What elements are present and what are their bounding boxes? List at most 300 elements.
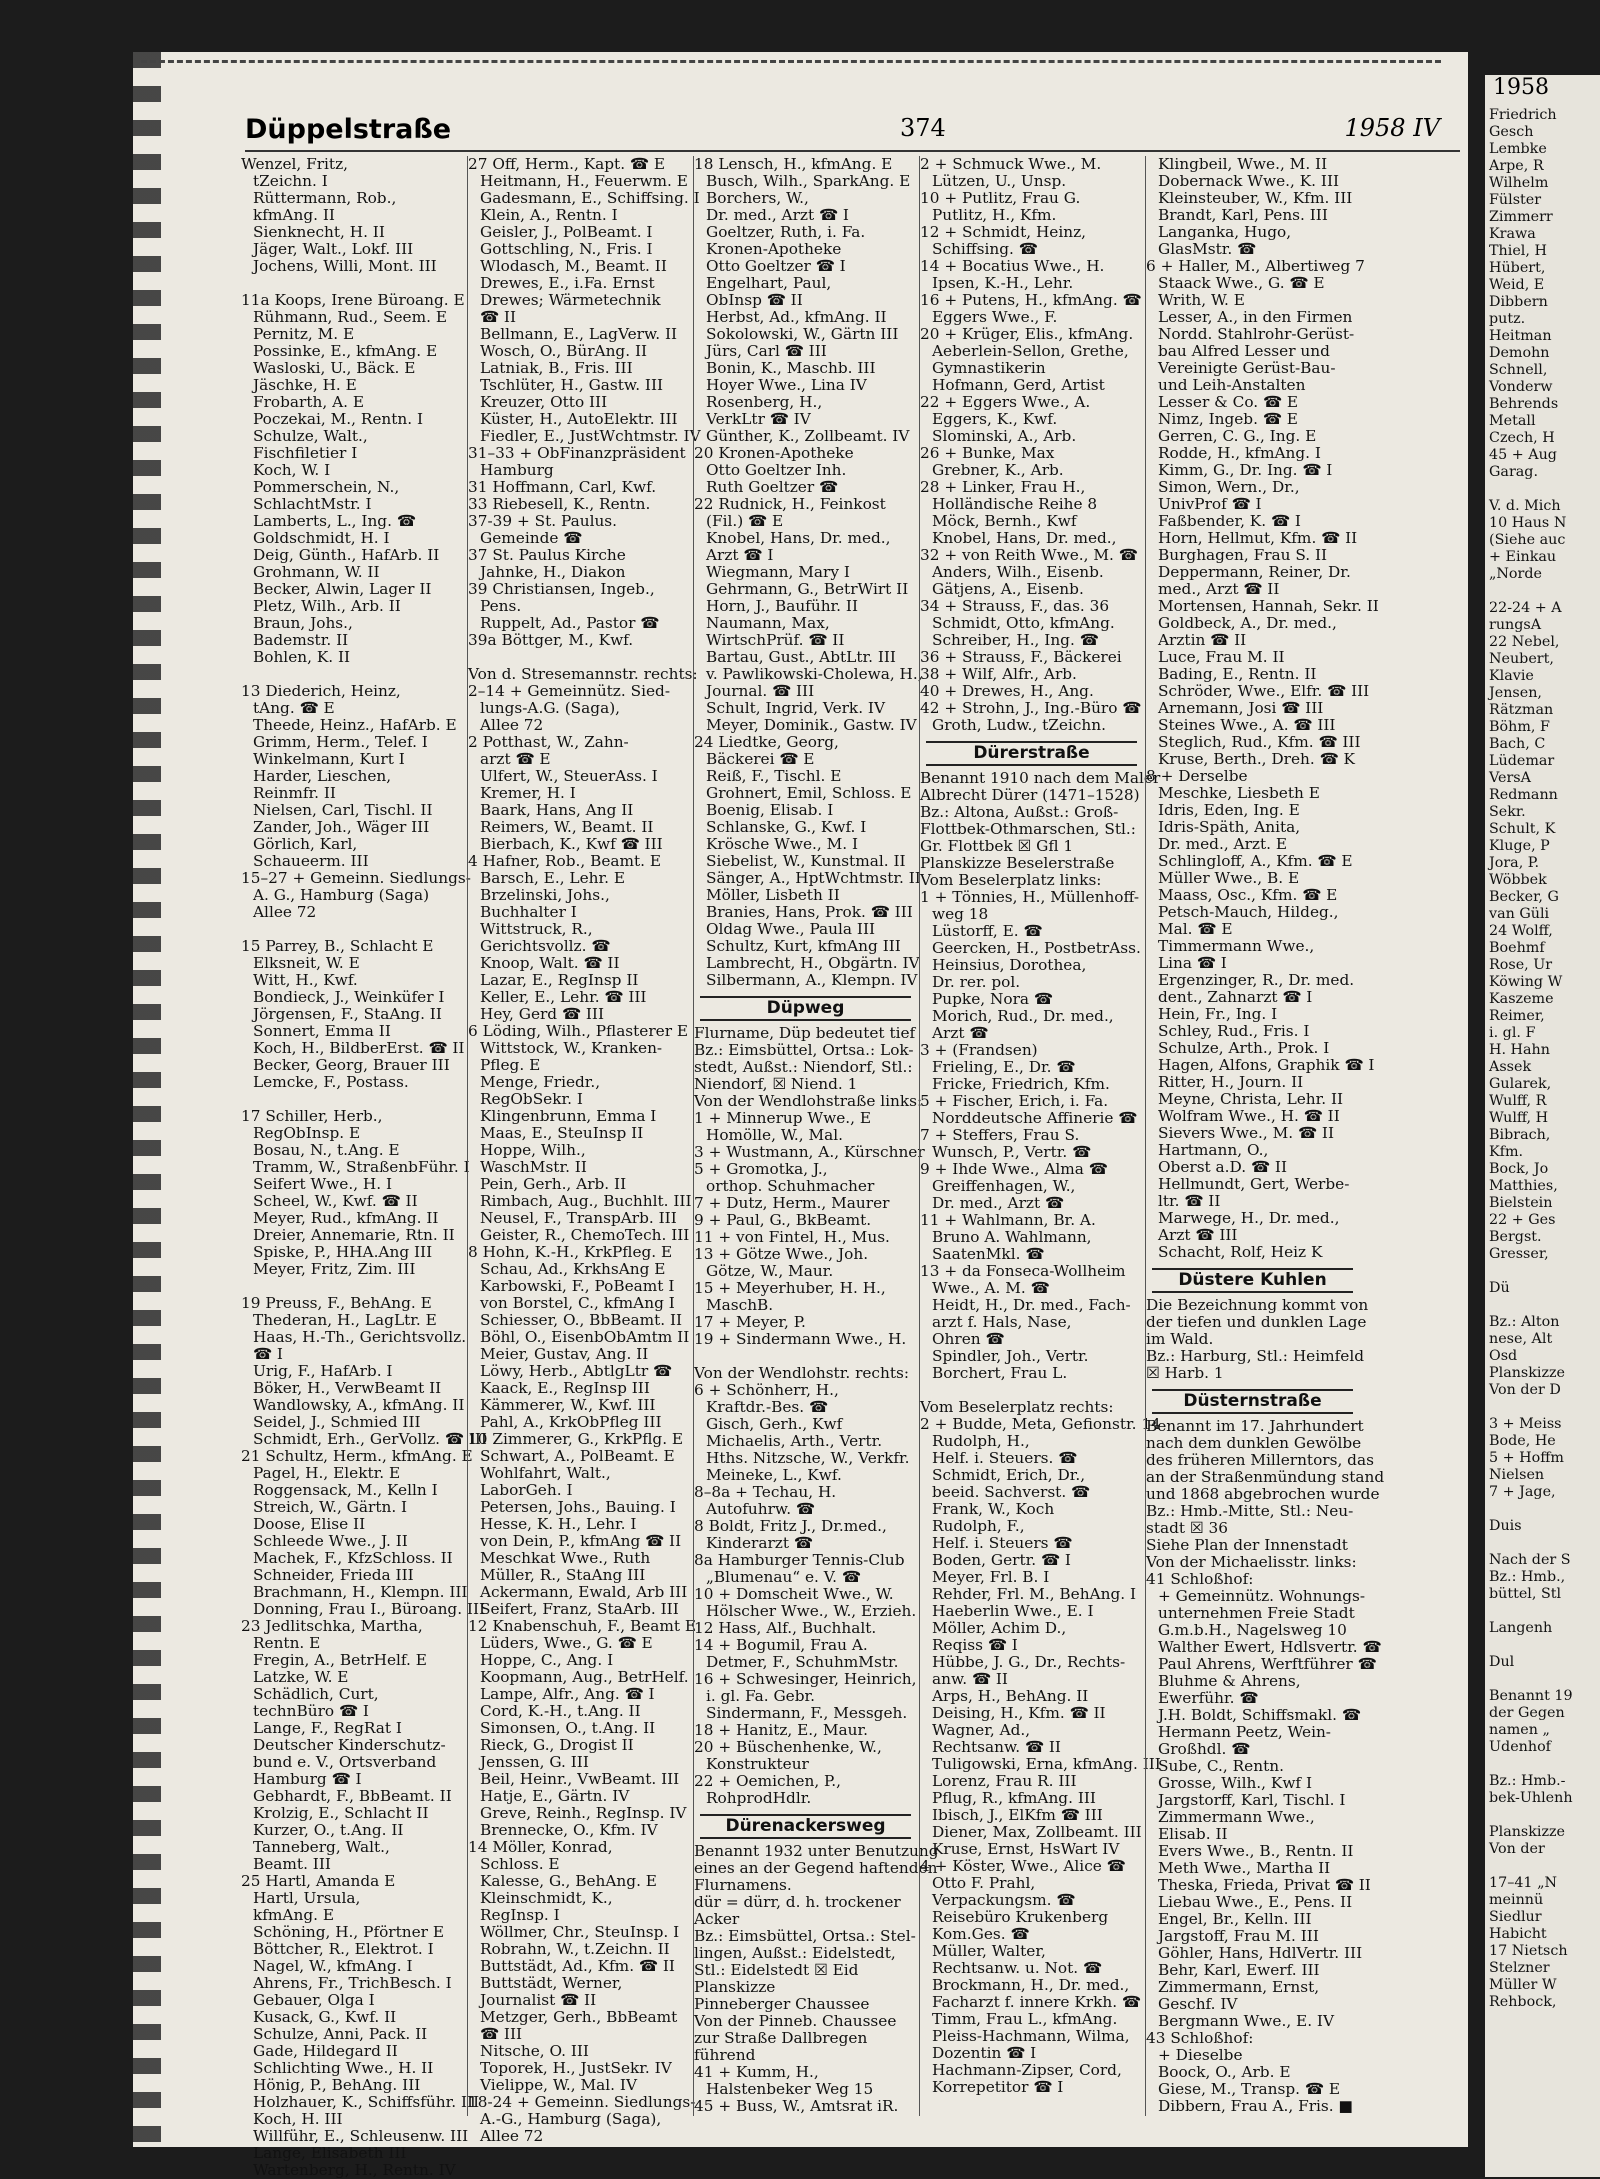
spacer (241, 1091, 464, 1108)
directory-entry: Siebelist, W., Kunstmal. II (706, 852, 906, 870)
directory-entry: Slominski, A., Arb. (932, 427, 1077, 445)
directory-entry: Göhler, Hans, HdlVertr. III (1158, 1944, 1363, 1962)
directory-entry: Meyer, Rud., kfmAng. II (253, 1209, 439, 1227)
directory-entry: WaschMstr. II (480, 1158, 587, 1176)
directory-entry: Meyer, Dominik., Gastw. IV (706, 716, 917, 734)
directory-entry: an der Straßenmündung stand (1146, 1468, 1385, 1486)
directory-entry: Fischfiletier I (253, 444, 358, 462)
next-page-entry: Stelzner (1489, 1960, 1550, 1976)
directory-entry: Dr. med., Arzt ☎ I (706, 206, 849, 224)
directory-entry: Becker, Georg, Brauer III (253, 1056, 450, 1074)
directory-entry: G.m.b.H., Nagelsweg 10 (1158, 1621, 1347, 1639)
directory-entry: Wasloski, U., Bäck. E (253, 359, 416, 377)
directory-entry: der tiefen und dunklen Lage (1146, 1313, 1367, 1331)
directory-entry: 19 Preuss, F., BehAng. E (241, 1294, 432, 1312)
directory-entry: Gadesmann, E., Schiffsing. I (480, 189, 700, 207)
next-page-entry (1489, 1399, 1573, 1416)
directory-entry: Faßbender, K. ☎ I (1158, 512, 1301, 530)
directory-entry: Zimmermann, Ernst, (1158, 1978, 1320, 1996)
directory-entry: Klingenbrunn, Emma I (480, 1107, 657, 1125)
next-page-entry: 10 Haus N (1489, 515, 1567, 531)
next-page-entry: Arpe, R (1489, 158, 1544, 174)
directory-entry: Klingbeil, Wwe., M. II (1158, 155, 1328, 173)
next-page-entry: Siedlur (1489, 1909, 1542, 1925)
directory-entry: Wwe., A. M. ☎ (932, 1279, 1050, 1297)
directory-entry: Koopmann, Aug., BetrHelf. (480, 1668, 689, 1686)
directory-entry: Reimers, W., Beamt. II (480, 818, 654, 836)
directory-entry: Wolfram Wwe., H. ☎ II (1158, 1107, 1340, 1125)
next-page-entry: „Norde (1489, 566, 1542, 582)
directory-entry: Bosau, N., t.Ang. E (253, 1141, 400, 1159)
directory-entry: stadt ☒ 36 (1146, 1519, 1228, 1537)
directory-entry: Eggers, K., Kwf. (932, 410, 1058, 428)
street-heading: Düpweg (700, 996, 911, 1021)
directory-entry: Evers Wwe., B., Rentn. II (1158, 1842, 1354, 1860)
directory-entry: Niendorf, ☒ Niend. 1 (694, 1075, 858, 1093)
directory-entry: Buchhalter I (480, 903, 577, 921)
directory-entry: Gr. Flottbek ☒ Gfl 1 (920, 837, 1074, 855)
directory-entry: Pein, Gerh., Arb. II (480, 1175, 627, 1193)
spacer (241, 1278, 464, 1295)
directory-entry: Frank, W., Koch (932, 1500, 1055, 1518)
directory-entry: ☎ III (480, 2025, 523, 2043)
directory-entry: Groth, Ludw., tZeichn. (932, 716, 1106, 734)
directory-entry: führend (694, 2046, 756, 2064)
directory-entry: Pernitz, M. E (253, 325, 355, 343)
directory-entry: Kimm, G., Dr. Ing. ☎ I (1158, 461, 1333, 479)
directory-entry: Menge, Friedr., (480, 1073, 601, 1091)
directory-entry: 4 + Köster, Wwe., Alice ☎ (920, 1857, 1126, 1875)
directory-entry: Timm, Frau L., kfmAng. (932, 2010, 1118, 2028)
directory-entry: Geister, R., ChemoTech. III (480, 1226, 690, 1244)
directory-entry: Bruno A. Wahlmann, (932, 1228, 1092, 1246)
directory-entry: Ipsen, K.-H., Lehr. (932, 274, 1074, 292)
directory-entry: Langanka, Hugo, (1158, 223, 1292, 241)
directory-entry: 8 Hohn, K.-H., KrkPfleg. E (468, 1243, 673, 1261)
directory-entry: Arps, H., BehAng. II (932, 1687, 1089, 1705)
directory-entry: Karbowski, F., PoBeamt I (480, 1277, 675, 1295)
directory-entry: Sokolowski, W., Gärtn III (706, 325, 899, 343)
directory-entry: Krolzig, E., Schlacht II (253, 1804, 429, 1822)
directory-entry: Kinderarzt ☎ (706, 1534, 813, 1552)
directory-entry: Steglich, Rud., Kfm. ☎ III (1158, 733, 1361, 751)
next-page-entry: Planskizze (1489, 1365, 1566, 1381)
next-page-entry: Kluge, P (1489, 838, 1550, 854)
column-1 (241, 155, 487, 2179)
directory-entry: 22 Rudnick, H., Feinkost (694, 495, 886, 513)
directory-entry: technBüro ☎ I (253, 1702, 369, 1720)
directory-entry: Helf. i. Steuers. ☎ (932, 1449, 1078, 1467)
directory-entry: Wartenberg, H., Rentn. IV (253, 2161, 456, 2179)
directory-entry: Koch, H., BildberErst. ☎ II (253, 1039, 465, 1057)
directory-entry: Rentn. E (253, 1634, 321, 1652)
directory-entry: Flurname, Düp bedeutet tief (694, 1024, 916, 1042)
directory-entry: Michaelis, Arth., Vertr. (706, 1432, 883, 1450)
next-page-entry: Kfm. (1489, 1144, 1524, 1160)
directory-entry: Knobel, Hans, Dr. med., (706, 529, 891, 547)
directory-entry: Hatje, E., Gärtn. IV (480, 1787, 630, 1805)
directory-entry: Hartmann, O., (1158, 1141, 1269, 1159)
directory-entry: Bademstr. II (253, 631, 349, 649)
directory-entry: Gemeinde ☎ (480, 529, 583, 547)
column-2 (467, 155, 701, 2145)
next-page-entry (1489, 1756, 1573, 1773)
directory-entry: Ergenzinger, R., Dr. med. (1158, 971, 1355, 989)
directory-entry: 2 Potthast, W., Zahn- (468, 733, 629, 751)
directory-entry: Metzger, Gerh., BbBeamt (480, 2008, 678, 2026)
directory-entry: 5 + Fischer, Erich, i. Fa. (920, 1092, 1109, 1110)
directory-entry: 20 Kronen-Apotheke (694, 444, 854, 462)
directory-entry: Jäschke, H. E (253, 376, 357, 394)
directory-entry: Giese, M., Transp. ☎ E (1158, 2080, 1340, 2098)
directory-entry: Nordd. Stahlrohr-Gerüst- (1158, 325, 1355, 343)
directory-entry: Hartl, Ursula, (253, 1889, 361, 1907)
directory-entry: Homölle, W., Mal. (706, 1126, 843, 1144)
next-page-entry: Dü (1489, 1280, 1510, 1296)
directory-entry: 14 Möller, Konrad, (468, 1838, 613, 1856)
directory-entry: Rüttermann, Rob., (253, 189, 397, 207)
directory-entry: Heidt, H., Dr. med., Fach- (932, 1296, 1131, 1314)
directory-entry: Frieling, E., Dr. ☎ (932, 1058, 1076, 1076)
directory-entry: Lambrecht, H., Obgärtn. IV (706, 954, 920, 972)
next-page-entry (1489, 1858, 1573, 1875)
directory-entry: Meier, Gustav, Ang. II (480, 1345, 649, 1363)
directory-entry: Boock, O., Arb. E (1158, 2063, 1291, 2081)
directory-entry: 15 + Meyerhuber, H. H., (694, 1279, 886, 1297)
directory-entry: Beamt. III (253, 1855, 331, 1873)
directory-entry: Lüders, Wwe., G. ☎ E (480, 1634, 653, 1652)
directory-entry: Liebau Wwe., E., Pens. II (1158, 1893, 1353, 1911)
directory-entry: 21 Schultz, Herm., kfmAng. E (241, 1447, 473, 1465)
directory-entry: Möller, Achim D., (932, 1619, 1067, 1637)
spacer (920, 1382, 1143, 1399)
next-page-entry: Bz.: Hmb.- (1489, 1773, 1566, 1789)
directory-entry: Arzt ☎ III (1158, 1226, 1238, 1244)
directory-entry: Kronen-Apotheke (706, 240, 842, 258)
directory-entry: 14 + Bocatius Wwe., H. (920, 257, 1105, 275)
directory-entry: Detmer, F., SchuhmMstr. (706, 1653, 899, 1671)
next-page-entry (1489, 1671, 1573, 1688)
next-page-entry: (Siehe auc (1489, 532, 1566, 548)
directory-entry: Lesser & Co. ☎ E (1158, 393, 1299, 411)
directory-entry: Rudolph, H., (932, 1432, 1030, 1450)
directory-entry: Haeberlin Wwe., E. I (932, 1602, 1094, 1620)
directory-entry: Ewerführ. ☎ (1158, 1689, 1259, 1707)
directory-entry: Schloss. E (480, 1855, 560, 1873)
directory-entry: Anders, Wilh., Eisenb. (932, 563, 1104, 581)
next-page-entry: nese, Alt (1489, 1331, 1553, 1347)
directory-entry: dür = dürr, d. h. trockener (694, 1893, 901, 1911)
directory-entry: 9 + Paul, G., BkBeamt. (694, 1211, 872, 1229)
next-page-entry: Bach, C (1489, 736, 1546, 752)
directory-entry: Bondieck, J., Weinküfer I (253, 988, 445, 1006)
directory-entry: Schultz, Kurt, kfmAng III (706, 937, 901, 955)
directory-entry: Hamburg ☎ I (253, 1770, 362, 1788)
directory-entry: Planskizze (694, 1978, 776, 1996)
directory-entry: 19 + Sindermann Wwe., H. (694, 1330, 907, 1348)
directory-entry: Flurnamens. (694, 1876, 792, 1894)
directory-entry: unternehmen Freie Stadt (1158, 1604, 1355, 1622)
directory-entry: Geschf. IV (1158, 1995, 1238, 2013)
next-page-entry: Garag. (1489, 464, 1538, 480)
directory-entry: 10 + Domscheit Wwe., W. (694, 1585, 894, 1603)
directory-entry: Mal. ☎ E (1158, 920, 1233, 938)
directory-entry: Rodde, H., kfmAng. I (1158, 444, 1321, 462)
directory-entry: 39 Christiansen, Ingeb., (468, 580, 655, 598)
directory-entry: Frobarth, A. E (253, 393, 365, 411)
directory-entry: Oldag Wwe., Paula III (706, 920, 876, 938)
directory-entry: Nitsche, O. III (480, 2042, 589, 2060)
directory-entry: Müller Wwe., B. E (1158, 869, 1300, 887)
next-page-entry: Böhm, F (1489, 719, 1550, 735)
directory-entry: Grebner, K., Arb. (932, 461, 1064, 479)
directory-entry: Allee 72 (480, 2127, 544, 2145)
directory-entry: Kruse, Berth., Dreh. ☎ K (1158, 750, 1355, 768)
directory-entry: Pinneberger Chaussee (694, 1995, 870, 2013)
directory-entry: 34 + Strauss, F., das. 36 (920, 597, 1110, 615)
directory-entry: 16 + Putens, H., kfmAng. ☎ (920, 291, 1142, 309)
directory-entry: Writh, W. E (1158, 291, 1245, 309)
directory-entry: Becker, Alwin, Lager II (253, 580, 432, 598)
directory-entry: Engel, Br., Kelln. III (1158, 1910, 1312, 1928)
directory-entry: 22 + Eggers Wwe., A. (920, 393, 1091, 411)
directory-entry: RegObInsp. E (253, 1124, 361, 1142)
directory-entry: tZeichn. I (253, 172, 328, 190)
directory-entry: Wosch, O., BürAng. II (480, 342, 648, 360)
directory-entry: Dreier, Annemarie, Rtn. II (253, 1226, 455, 1244)
directory-entry: Buttstädt, Ad., Kfm. ☎ II (480, 1957, 675, 1975)
directory-entry: 5 + Gromotka, J., (694, 1160, 828, 1178)
directory-entry: Böttcher, R., Elektrot. I (253, 1940, 434, 1958)
directory-entry: Von der Wendlohstr. rechts: (694, 1364, 909, 1382)
next-page-entry (1489, 1603, 1573, 1620)
directory-entry: und Leih-Anstalten (1158, 376, 1306, 394)
directory-entry: Löwy, Herb., AbtlgLtr ☎ (480, 1362, 673, 1380)
next-page-entry: Heitman (1489, 328, 1552, 344)
next-page-entry: V. d. Mich (1489, 498, 1561, 514)
next-page-entry: H. Hahn (1489, 1042, 1550, 1058)
directory-entry: Lesser, A., in den Firmen (1158, 308, 1353, 326)
directory-entry: Machek, F., KfzSchloss. II (253, 1549, 453, 1567)
directory-entry: Arnemann, Josi ☎ III (1158, 699, 1324, 717)
directory-entry: Schiesser, O., BbBeamt. II (480, 1311, 683, 1329)
directory-entry: Bohlen, K. II (253, 648, 351, 666)
directory-entry: Engelhart, Paul, (706, 274, 832, 292)
spacer (694, 1348, 917, 1365)
next-page-entry: Gesch (1489, 124, 1534, 140)
directory-entry: Timmermann Wwe., (1158, 937, 1315, 955)
directory-entry: 40 + Drewes, H., Ang. (920, 682, 1094, 700)
directory-entry: Beil, Heinr., VwBeamt. III (480, 1770, 680, 1788)
directory-entry: Kraftdr.-Bes. ☎ (706, 1398, 829, 1416)
next-page-entry: Planskizze (1489, 1824, 1566, 1840)
directory-entry: Keller, E., Lehr. ☎ III (480, 988, 647, 1006)
directory-entry: Holzhauer, K., Schiffsführ. III (253, 2093, 480, 2111)
directory-entry: Maas, E., SteuInsp II (480, 1124, 644, 1142)
directory-entry: Possinke, E., kfmAng. E (253, 342, 438, 360)
directory-entry: 41 Schloßhof: (1146, 1570, 1254, 1588)
directory-entry: Pfleg. E (480, 1056, 541, 1074)
directory-entry: Verpackungsm. ☎ (932, 1891, 1076, 1909)
directory-entry: Otto F. Prahl, (932, 1874, 1036, 1892)
directory-entry: Bz.: Altona, Außst.: Groß- (920, 803, 1119, 821)
directory-entry: Bz.: Harburg, Stl.: Heimfeld (1146, 1347, 1365, 1365)
next-page-entry: der Gegen (1489, 1705, 1565, 1721)
directory-entry: 18 + Hanitz, E., Maur. (694, 1721, 869, 1739)
next-page-entry: Neubert, (1489, 651, 1554, 667)
directory-entry: Elisab. II (1158, 1825, 1228, 1843)
directory-entry: (Fil.) ☎ E (706, 512, 784, 530)
directory-entry: 38 + Wilf, Alfr., Arb. (920, 665, 1077, 683)
directory-entry: Wohlfahrt, Walt., (480, 1464, 611, 1482)
directory-entry: Hoyer Wwe., Lina IV (706, 376, 867, 394)
directory-entry: Urig, F., HafArb. I (253, 1362, 393, 1380)
directory-entry: 32 + von Reith Wwe., M. ☎ (920, 546, 1138, 564)
directory-entry: nach dem dunklen Gewölbe (1146, 1434, 1362, 1452)
binding-spine (133, 52, 161, 2147)
directory-entry: Krösche Wwe., M. I (706, 835, 859, 853)
directory-entry: MaschB. (706, 1296, 774, 1314)
directory-entry: Kom.Ges. ☎ (932, 1925, 1030, 1943)
next-page-entry: Bergst. (1489, 1229, 1542, 1245)
directory-entry: 18-24 + Gemeinn. Siedlungs- (468, 2093, 696, 2111)
directory-entry: Schau, Ad., KrkhsAng E (480, 1260, 666, 1278)
next-page-entry: Habicht (1489, 1926, 1547, 1942)
next-page-entry: Nach der S (1489, 1552, 1571, 1568)
next-page-entry: Demohn (1489, 345, 1550, 361)
directory-entry: Fricke, Friedrich, Kfm. (932, 1075, 1110, 1093)
directory-entry: Rudolph, F., (932, 1517, 1025, 1535)
directory-entry: 17 + Meyer, P. (694, 1313, 806, 1331)
directory-entry: Schwart, A., PolBeamt. E (480, 1447, 675, 1465)
directory-entry: 3 + Wustmann, A., Kürschner (694, 1143, 925, 1161)
directory-entry: Hölscher Wwe., W., Erzieh. (706, 1602, 917, 1620)
directory-entry: Rühmann, Rud., Seem. E (253, 308, 448, 326)
directory-entry: Haas, H.-Th., Gerichtsvollz. (253, 1328, 467, 1346)
next-page-entry: 45 + Aug (1489, 447, 1557, 463)
directory-entry: Latniak, B., Fris. III (480, 359, 633, 377)
directory-entry: 2–14 + Gemeinnütz. Sied- (468, 682, 670, 700)
directory-entry: Maass, Osc., Kfm. ☎ E (1158, 886, 1338, 904)
directory-entry: Horn, Hellmut, Kfm. ☎ II (1158, 529, 1358, 547)
next-page-entry: büttel, Stl (1489, 1586, 1562, 1602)
directory-entry: 20 + Büschenhenke, W., (694, 1738, 882, 1756)
next-page-entry: putz. (1489, 311, 1526, 327)
directory-entry: Grohnert, Emil, Schloss. E (706, 784, 912, 802)
directory-entry: Schley, Rud., Fris. I (1158, 1022, 1310, 1040)
directory-entry: 11 + Wahlmann, Br. A. (920, 1211, 1096, 1229)
directory-entry: von Dein, P., kfmAng ☎ II (480, 1532, 682, 1550)
directory-entry: Hermann Peetz, Wein- (1158, 1723, 1331, 1741)
directory-entry: tAng. ☎ E (253, 699, 335, 717)
directory-entry: Bellmann, E., LagVerw. II (480, 325, 678, 343)
next-page-entry: Benannt 19 (1489, 1688, 1573, 1704)
directory-entry: Wöllmer, Chr., SteuInsp. I (480, 1923, 680, 1941)
next-page-entry: 7 + Jage, (1489, 1484, 1556, 1500)
directory-entry: Arztin ☎ II (1158, 631, 1247, 649)
directory-entry: Lorenz, Frau R. III (932, 1772, 1077, 1790)
next-page-entry: 17–41 „N (1489, 1875, 1557, 1891)
street-heading: Dürenackersweg (700, 1814, 911, 1839)
directory-entry: Elksneit, W. E (253, 954, 360, 972)
directory-entry: Wagner, Ad., (932, 1721, 1031, 1739)
directory-entry: Jürs, Carl ☎ III (706, 342, 827, 360)
next-page-entry: Sekr. (1489, 804, 1526, 820)
directory-entry: Müller, Walter, (932, 1942, 1046, 1960)
directory-entry: 8a Hamburger Tennis-Club (694, 1551, 905, 1569)
directory-entry: Marwege, H., Dr. med., (1158, 1209, 1340, 1227)
directory-entry: Spindler, Joh., Vertr. (932, 1347, 1089, 1365)
directory-entry: Rechtsanw. ☎ II (932, 1738, 1061, 1756)
directory-entry: SaatenMkl. ☎ (932, 1245, 1045, 1263)
directory-entry: Buttstädt, Werner, (480, 1974, 623, 1992)
directory-entry: Schacht, Rolf, Heiz K (1158, 1243, 1323, 1261)
column-4 (919, 155, 1161, 2116)
directory-entry: Heitmann, H., Feuerwm. E (480, 172, 688, 190)
directory-entry: Seifert Wwe., H. I (253, 1175, 393, 1193)
directory-entry: Putlitz, H., Kfm. (932, 206, 1057, 224)
directory-entry: Goldbeck, A., Dr. med., (1158, 614, 1337, 632)
directory-entry: Deising, H., Kfm. ☎ II (932, 1704, 1106, 1722)
directory-entry: Harder, Lieschen, (253, 767, 392, 785)
directory-entry: Jargstorff, Karl, Tischl. I (1158, 1791, 1346, 1809)
directory-entry: Latzke, W. E (253, 1668, 349, 1686)
directory-entry: Silbermann, A., Klempn. IV (706, 971, 918, 989)
spacer (241, 275, 464, 292)
directory-entry: Pahl, A., KrkObPfleg III (480, 1413, 662, 1431)
directory-entry: Ackermann, Ewald, Arb III (480, 1583, 688, 1601)
directory-entry: Reisebüro Krukenberg (932, 1908, 1109, 1926)
directory-entry: Busch, Wilh., SparkAng. E (706, 172, 911, 190)
directory-entry: Pommerschein, N., (253, 478, 400, 496)
directory-entry: Hesse, K. H., Lehr. I (480, 1515, 637, 1533)
directory-entry: Nagel, W., kfmAng. I (253, 1957, 413, 1975)
directory-entry: Schlichting Wwe., H. II (253, 2059, 434, 2077)
directory-entry: Vom Beselerplatz rechts: (920, 1398, 1114, 1416)
directory-entry: Lemcke, F., Postass. (253, 1073, 409, 1091)
next-page-entry: 22-24 + A (1489, 600, 1562, 616)
next-page-entry: Weid, E (1489, 277, 1545, 293)
directory-entry: 13 + da Fonseca-Wollheim (920, 1262, 1126, 1280)
next-page-entry (1489, 583, 1573, 600)
directory-entry: Jörgensen, F., StaAng. II (253, 1005, 442, 1023)
directory-entry: Hoppe, Wilh., (480, 1141, 586, 1159)
next-page-entry: Wulff, H (1489, 1110, 1549, 1126)
directory-entry: Schreiber, H., Ing. ☎ (932, 631, 1099, 649)
directory-entry: Kurzer, O., t.Ang. II (253, 1821, 404, 1839)
directory-entry: Sänger, A., HptWchtmstr. II (706, 869, 921, 887)
directory-entry: Albrecht Dürer (1471–1528) (920, 786, 1140, 804)
directory-entry: Rechtsanw. u. Not. ☎ (932, 1959, 1103, 1977)
directory-entry: Boden, Gertr. ☎ I (932, 1551, 1071, 1569)
directory-entry: Schneider, Frieda III (253, 1566, 414, 1584)
directory-entry: Meyne, Christa, Lehr. II (1158, 1090, 1344, 1108)
next-page-entry: Bz.: Hmb., (1489, 1569, 1566, 1585)
directory-entry: 14 + Bogumil, Frau A. (694, 1636, 868, 1654)
spacer (241, 921, 464, 938)
next-page-entry: + Einkau (1489, 549, 1557, 565)
directory-entry: ☒ Harb. 1 (1146, 1364, 1224, 1382)
directory-entry: 36 + Strauss, F., Bäckerei (920, 648, 1122, 666)
directory-entry: Wandlowsky, A., kfmAng. II (253, 1396, 465, 1414)
next-page-entry: Thiel, H (1489, 243, 1547, 259)
directory-entry: Sube, C., Rentn. (1158, 1757, 1284, 1775)
directory-entry: Petsch-Mauch, Hildeg., (1158, 903, 1339, 921)
directory-entry: 6 + Haller, M., Albertiweg 7 (1146, 257, 1365, 275)
directory-entry: Fregin, A., BetrHelf. E (253, 1651, 427, 1669)
next-page-entry: Müller W (1489, 1977, 1557, 1993)
next-page-entry: Krawa (1489, 226, 1536, 242)
